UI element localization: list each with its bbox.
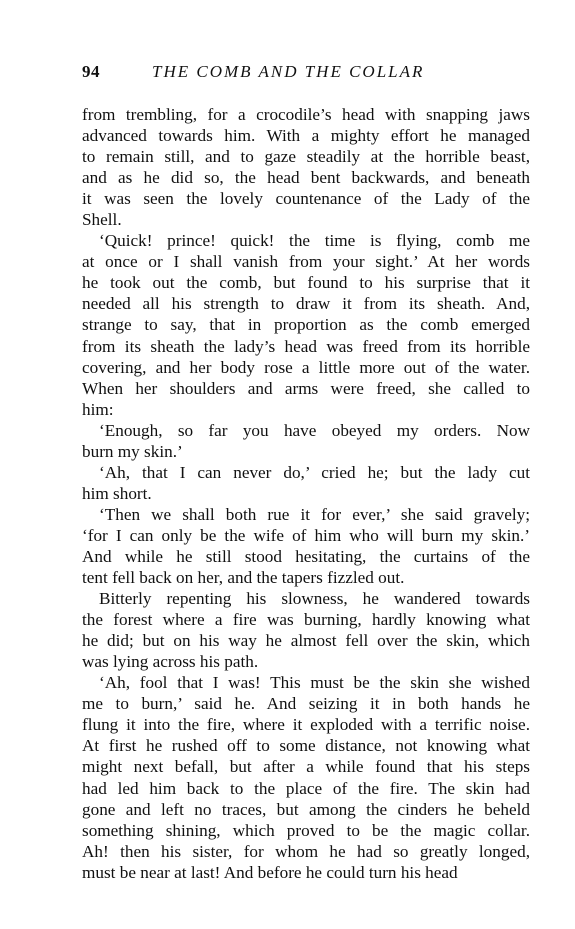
running-title: THE COMB AND THE COLLAR: [152, 62, 425, 81]
text-line: When her shoulders and arms were freed, she called to: [82, 378, 530, 398]
text-line: to remain still, and to gaze steadily at the horrible beast,: [82, 147, 530, 167]
running-head: [82, 62, 530, 84]
paragraph: [82, 104, 530, 230]
text-line: had led him back to the place of the fire. The skin had: [82, 778, 530, 798]
text-line: ‘for I can only be the wife of him who will burn my skin.’: [82, 525, 530, 545]
text-line: advanced towards him. With a mighty effort he managed: [82, 126, 530, 146]
paragraph: [82, 420, 530, 462]
body-text: [82, 104, 530, 883]
text-line: from trembling, for a crocodile’s head with snapping jaws: [82, 105, 530, 124]
text-line: And while he still stood hesitating, the curtains of the: [82, 546, 530, 566]
text-line: was lying across his path.: [82, 652, 259, 672]
page-number: 94: [82, 62, 100, 81]
paragraph: [82, 462, 530, 504]
text-line: gone and left no traces, but among the cinders he beheld: [82, 799, 530, 819]
text-line: must be near at last! And before he could turn his head: [82, 862, 458, 882]
paragraph: [82, 672, 530, 882]
text-line: at once or I shall vanish from your sight.’ At her words: [82, 252, 530, 272]
text-line: ‘Enough, so far you have obeyed my orders. Now: [99, 420, 530, 440]
text-line: the forest where a fire was burning, hardly knowing what: [82, 610, 530, 630]
text-line: flung it into the fire, where it exploded with a terrific noise.: [82, 715, 530, 735]
text-line: ‘Quick! prince! quick! the time is flying, comb me: [99, 231, 530, 251]
text-line: tent fell back on her, and the tapers fizzled out.: [82, 568, 405, 588]
text-line: from its sheath the lady’s head was freed from its horrible: [82, 336, 530, 356]
paragraph: [82, 588, 530, 672]
paragraph: [82, 230, 530, 419]
text-line: ‘Ah, fool that I was! This must be the skin she wished: [99, 673, 530, 693]
text-line: Bitterly repenting his slowness, he wandered towards: [99, 589, 530, 609]
text-line: me to burn,’ said he. And seizing it in both hands he: [82, 694, 530, 714]
text-line: strange to say, that in proportion as the comb emerged: [82, 315, 530, 335]
text-line: ‘Then we shall both rue it for ever,’ she said gravely;: [99, 504, 530, 524]
text-line: covering, and her body rose a little more out of the water.: [82, 357, 530, 377]
text-line: At first he rushed off to some distance, not knowing what: [82, 736, 530, 756]
text-line: him short.: [82, 483, 152, 503]
text-line: it was seen the lovely countenance of the Lady of the: [82, 189, 530, 209]
text-line: and as he did so, the head bent backwards, and beneath: [82, 168, 530, 188]
text-line: him:: [82, 399, 114, 419]
text-line: he took out the comb, but found to his surprise that it: [82, 273, 530, 293]
text-line: might next befall, but after a while found that his steps: [82, 757, 530, 777]
text-line: Ah! then his sister, for whom he had so greatly longed,: [82, 841, 530, 861]
text-line: needed all his strength to draw it from its sheath. And,: [82, 294, 530, 314]
text-line: he did; but on his way he almost fell over the skin, which: [82, 631, 530, 651]
text-line: Shell.: [82, 210, 122, 230]
text-line: burn my skin.’: [82, 441, 183, 461]
text-line: something shining, which proved to be the magic collar.: [82, 820, 530, 840]
paragraph: [82, 504, 530, 588]
text-line: ‘Ah, that I can never do,’ cried he; but the lady cut: [99, 462, 530, 482]
